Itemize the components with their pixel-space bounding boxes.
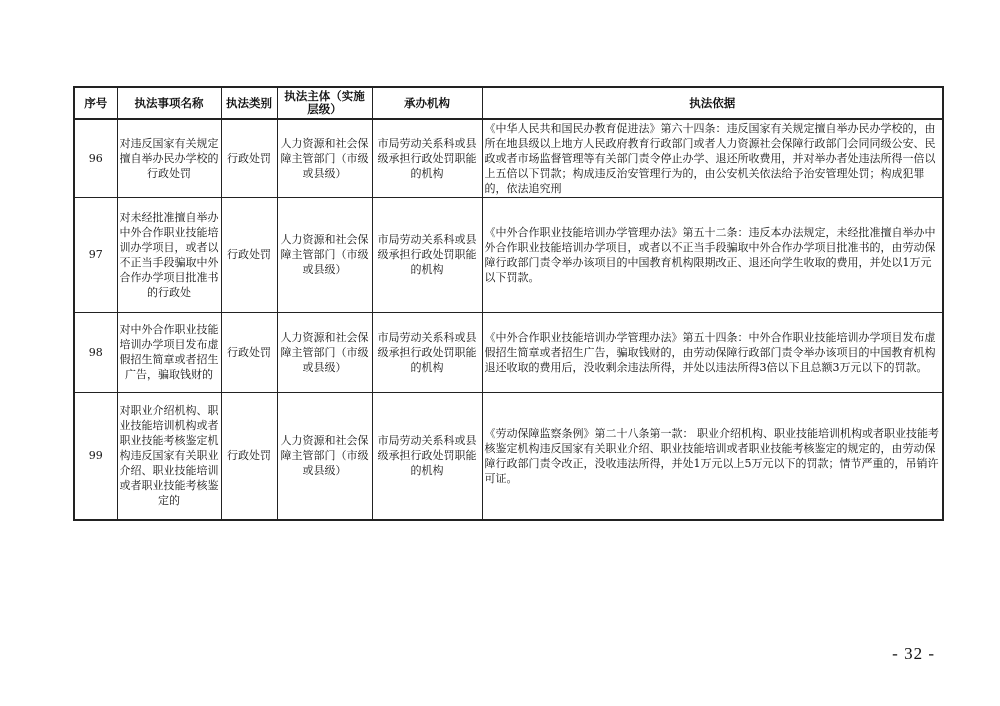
row-legal-basis: 《劳动保障监察条例》第二十八条第一款： 职业介绍机构、职业技能培训机构或者职业技能考核鉴定机构违反国家有关职业介绍、职业技能培训或者职业技能考核鉴定的规定的，由劳动保障行政部门责令改正，没收违法所得，并处1万元以上5万元以下的罚款；情节严重的，吊销许可证。 [482,392,943,520]
row-organization: 市局劳动关系科或县级承担行政处罚职能的机构 [372,392,482,520]
row-item-name-text: 对中外合作职业技能培训办学项目发布虚假招生简章或者招生广告，骗取钱财的 [119,323,219,381]
row-organization: 市局劳动关系科或县级承担行政处罚职能的机构 [372,119,482,197]
row-item-name-text: 对职业介绍机构、职业技能培训机构或者职业技能考核鉴定机构违反国家有关职业介绍、职业技能培训或者职业技能考核鉴定的 [119,404,219,508]
page-number: - 32 - [892,644,935,663]
row-category: 行政处罚 [221,119,277,197]
table-row [74,392,943,520]
row-category: 行政处罚 [221,392,277,520]
table-row [74,119,943,197]
row-organization: 市局劳动关系科或县级承担行政处罚职能的机构 [372,197,482,312]
row-organization: 市局劳动关系科或县级承担行政处罚职能的机构 [372,312,482,392]
header-seq: 序号 [74,87,117,119]
row-subject: 人力资源和社会保障主管部门（市级或县级） [277,392,372,520]
row-legal-basis: 《中外合作职业技能培训办学管理办法》第五十四条：中外合作职业技能培训办学项目发布虚假招生简章或者招生广告，骗取钱财的，由劳动保障行政部门责令举办该项目的中国教育机构退还收取的费用后，没收剩余违法所得，并处以违法所得3倍以下且总额3万元以下的罚款。 [482,312,943,392]
header-legal-basis: 执法依据 [482,87,943,119]
table-header-row [74,87,943,119]
header-organization: 承办机构 [372,87,482,119]
row-seq: 99 [74,392,117,520]
row-seq: 98 [74,312,117,392]
table-row [74,197,943,312]
table-row [74,312,943,392]
header-subject: 执法主体（实施层级） [277,87,372,119]
row-category: 行政处罚 [221,197,277,312]
row-item-name [117,119,221,197]
header-item-name: 执法事项名称 [117,87,221,119]
row-item-name-text: 对违反国家有关规定擅自举办民办学校的行政处罚 [119,136,219,180]
row-legal-basis-text: 《中华人民共和国民办教育促进法》第六十四条：违反国家有关规定擅自举办民办学校的，由所在地县级以上地方人民政府教育行政部门或者人力资源社会保障行政部门会同同级公安、民政或者市场监督管理等有关部门责令停止办学、退还所收费用，并对举办者处违法所得一倍以上五倍以下罚款；构成违反治安管理行为的，由公安机关依法给予治安管理处罚；构成犯罪的，依法追究刑 [484,121,936,195]
row-item-name-text: 对未经批准擅自举办中外合作职业技能培训办学项目，或者以不正当手段骗取中外合作办学项目批准书的行政处 [119,210,219,299]
row-seq: 96 [74,119,117,197]
row-subject: 人力资源和社会保障主管部门（市级或县级） [277,197,372,312]
row-subject: 人力资源和社会保障主管部门（市级或县级） [277,119,372,197]
row-legal-basis: 《中外合作职业技能培训办学管理办法》第五十二条：违反本办法规定，未经批准擅自举办中外合作职业技能培训办学项目，或者以不正当手段骗取中外合作办学项目批准书的，由劳动保障行政部门责令举办该项目的中国教育机构限期改正、退还向学生收取的费用，并处以1万元以下罚款。 [482,197,943,312]
row-legal-basis [482,119,943,197]
row-item-name [117,312,221,392]
row-category: 行政处罚 [221,312,277,392]
row-item-name [117,197,221,312]
row-subject: 人力资源和社会保障主管部门（市级或县级） [277,312,372,392]
header-category: 执法类别 [221,87,277,119]
enforcement-table [73,86,944,521]
row-seq: 97 [74,197,117,312]
row-item-name [117,392,221,520]
